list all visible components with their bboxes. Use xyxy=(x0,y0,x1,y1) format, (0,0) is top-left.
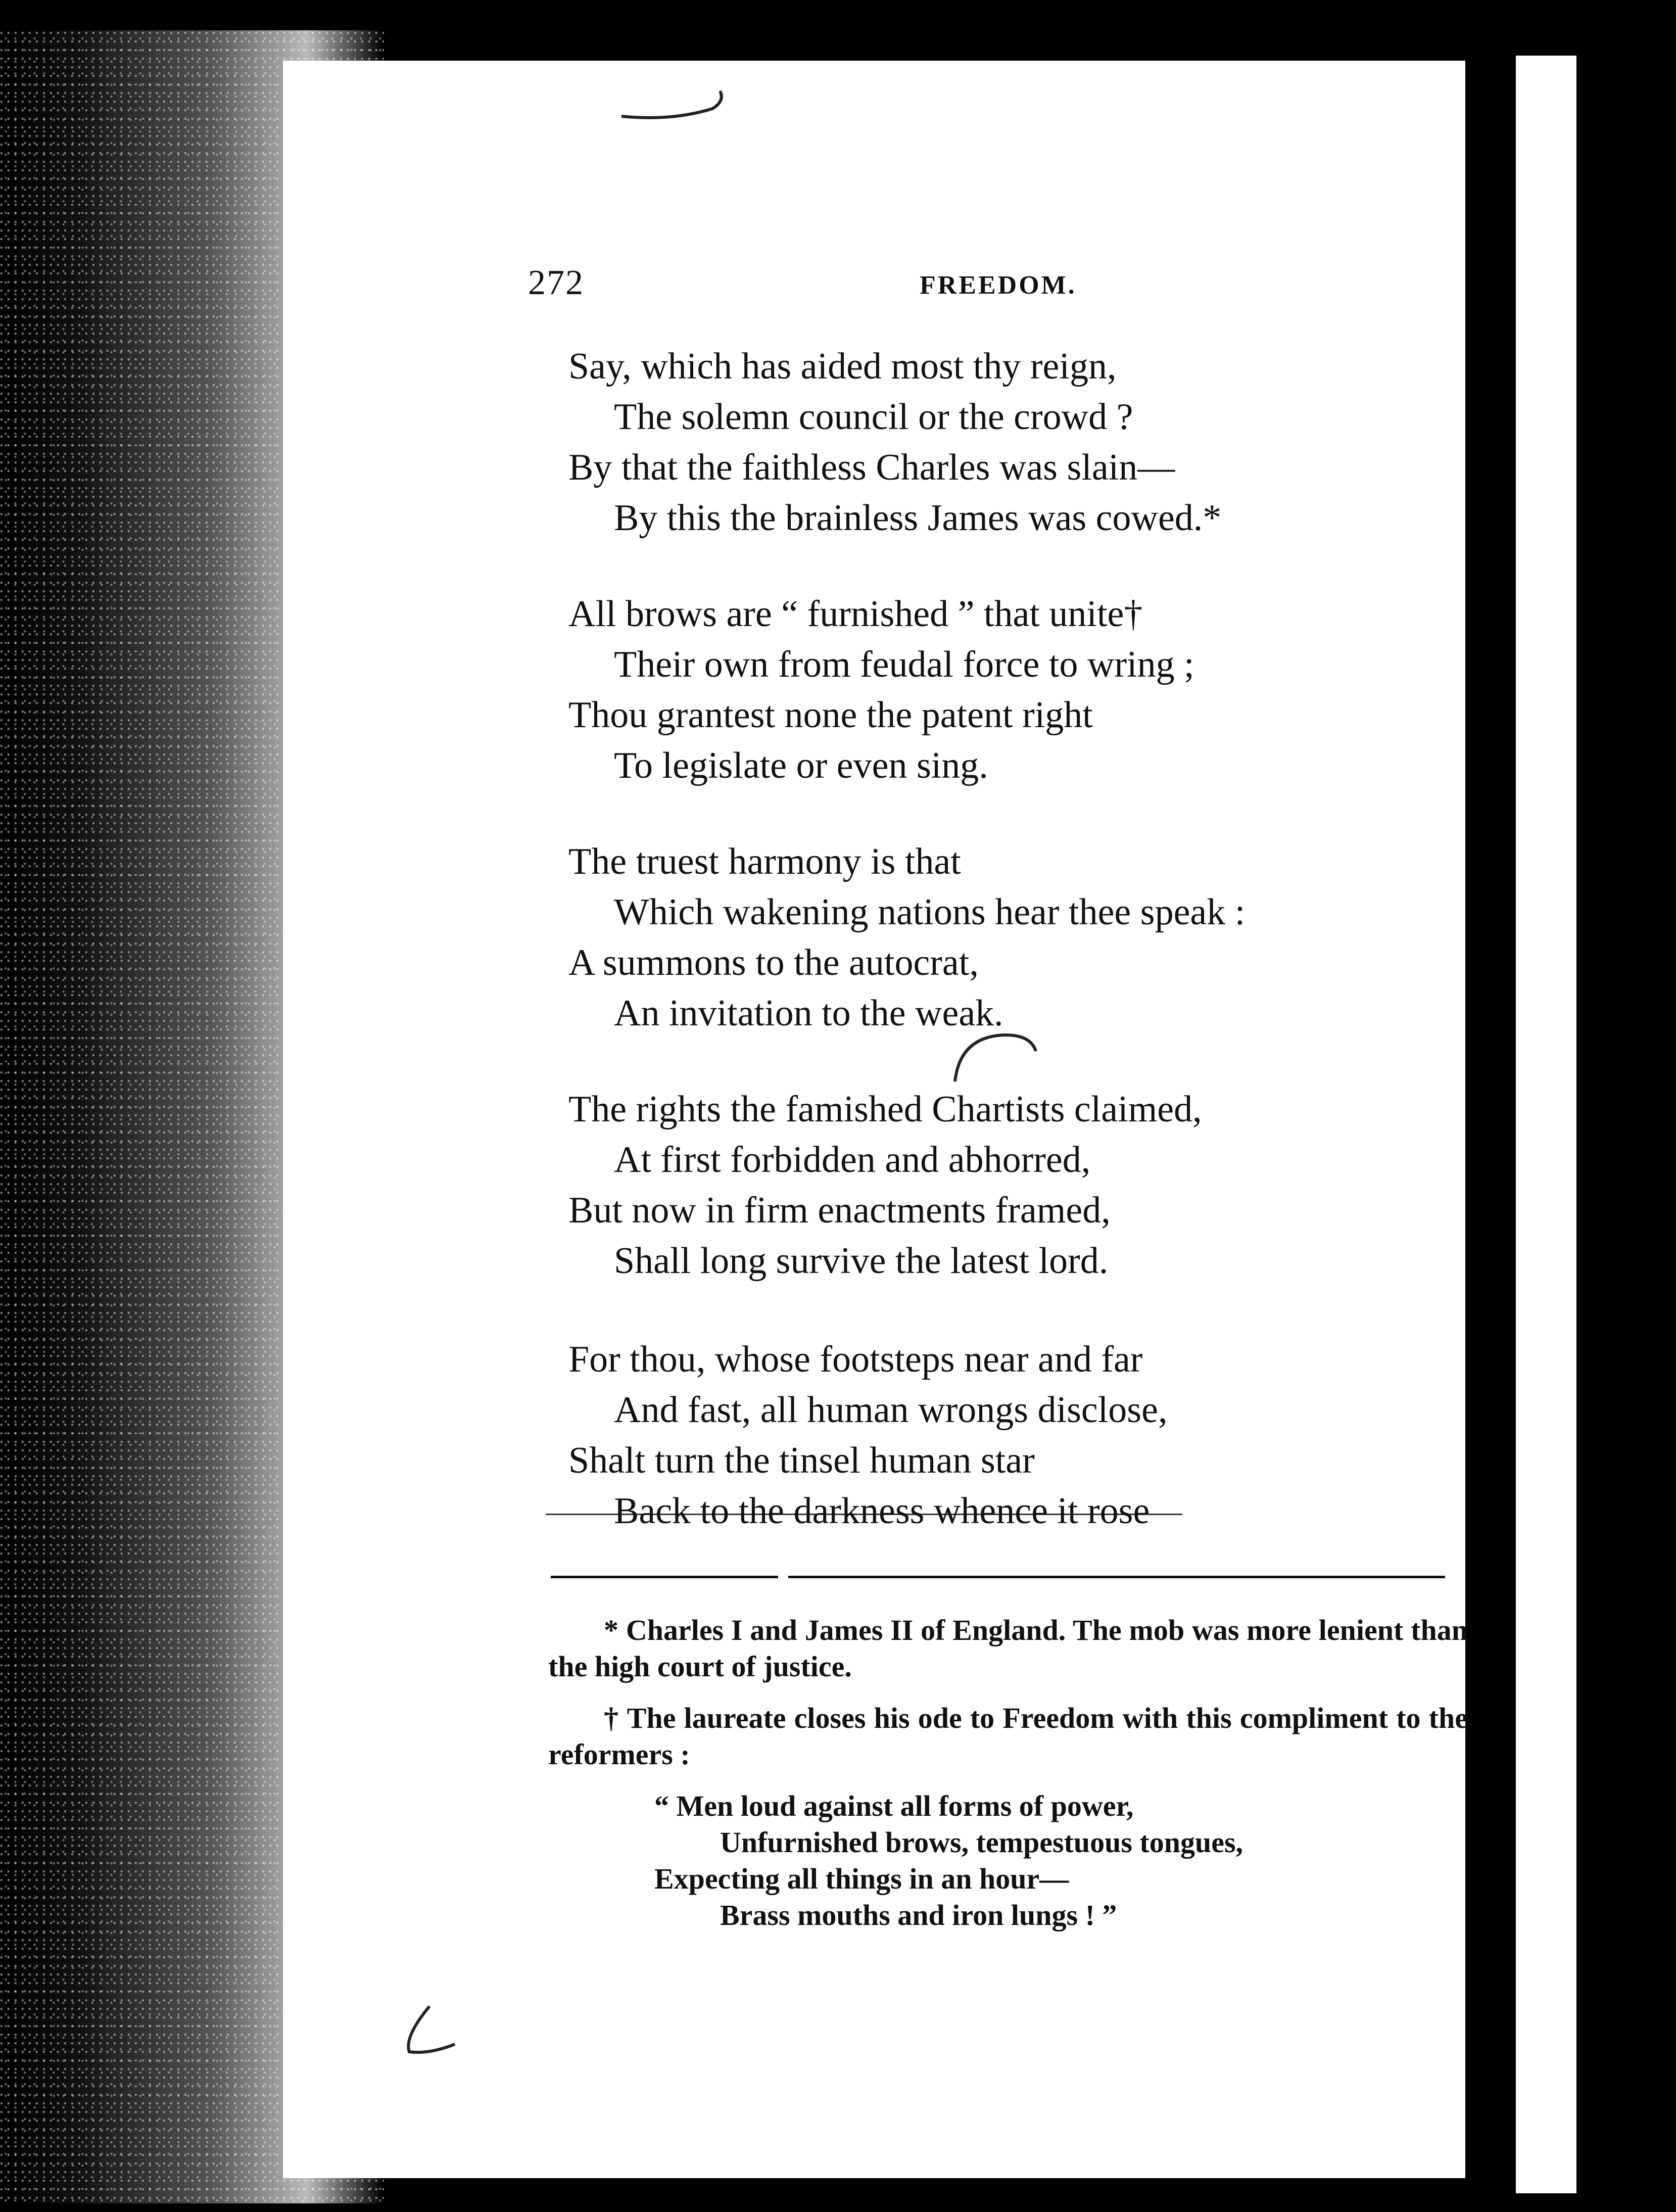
pencil-mark-bottom xyxy=(399,2001,475,2062)
poem-line: An invitation to the weak. xyxy=(614,993,1003,1034)
stanza-2 xyxy=(568,589,1194,791)
pencil-mark-top xyxy=(616,81,733,126)
page-number: 272 xyxy=(528,263,584,302)
poem-line: By that the faithless Charles was slain— xyxy=(568,447,1175,488)
next-page-edge xyxy=(1516,56,1576,2193)
footnote-2: † The laureate closes his ode to Freedom with this compliment to the reformers : xyxy=(548,1702,1468,1771)
poem-line: For thou, whose footsteps near and far xyxy=(568,1339,1143,1380)
poem-line: Which wakening nations hear thee speak : xyxy=(614,891,1246,933)
poem-line: Their own from feudal force to wring ; xyxy=(614,644,1194,685)
quote-line: “ Men loud against all forms of power, xyxy=(654,1790,1134,1822)
quote-line: Brass mouths and iron lungs ! ” xyxy=(720,1899,1117,1932)
footnote-rule xyxy=(788,1576,1445,1578)
poem-line: To legislate or even sing. xyxy=(614,745,988,786)
poem-line: By this the brainless James was cowed.* xyxy=(614,497,1222,539)
poem-line: The solemn council or the crowd ? xyxy=(614,396,1133,438)
poem-line: Back to the darkness whence it rose xyxy=(614,1490,1150,1532)
footnote-rule xyxy=(551,1576,778,1578)
poem-line: And fast, all human wrongs disclose, xyxy=(614,1389,1168,1431)
footnotes xyxy=(548,1612,1468,1934)
stanza-4 xyxy=(568,1084,1202,1286)
stanza-5 xyxy=(568,1334,1167,1536)
stanza-3 xyxy=(568,836,1245,1039)
poem-line: The rights the famished Chartists claimed, xyxy=(568,1089,1202,1130)
poem-line: All brows are “ furnished ” that unite† xyxy=(568,593,1143,635)
poem-line: Thou grantest none the patent right xyxy=(568,694,1093,736)
poem-line: Shalt turn the tinsel human star xyxy=(568,1440,1035,1481)
page-edge-shadow xyxy=(1465,56,1516,2193)
stanza-1 xyxy=(568,341,1221,543)
poem-line: A summons to the autocrat, xyxy=(568,942,979,983)
poem-line: Say, which has aided most thy reign, xyxy=(568,346,1117,387)
poem-line: At first forbidden and abhorred, xyxy=(614,1139,1091,1181)
quote-line: Expecting all things in an hour— xyxy=(654,1862,1069,1895)
poem-line: The truest harmony is that xyxy=(568,841,961,882)
footnote-1: * Charles I and James II of England. The mob was more lenient than the high court of justice. xyxy=(548,1614,1468,1683)
poem-line: But now in firm enactments framed, xyxy=(568,1190,1111,1231)
footnote-quote xyxy=(654,1788,1468,1934)
poem-line: Shall long survive the latest lord. xyxy=(614,1240,1109,1282)
running-head: FREEDOM. xyxy=(920,271,1077,300)
quote-line: Unfurnished brows, tempestuous tongues, xyxy=(720,1826,1243,1859)
